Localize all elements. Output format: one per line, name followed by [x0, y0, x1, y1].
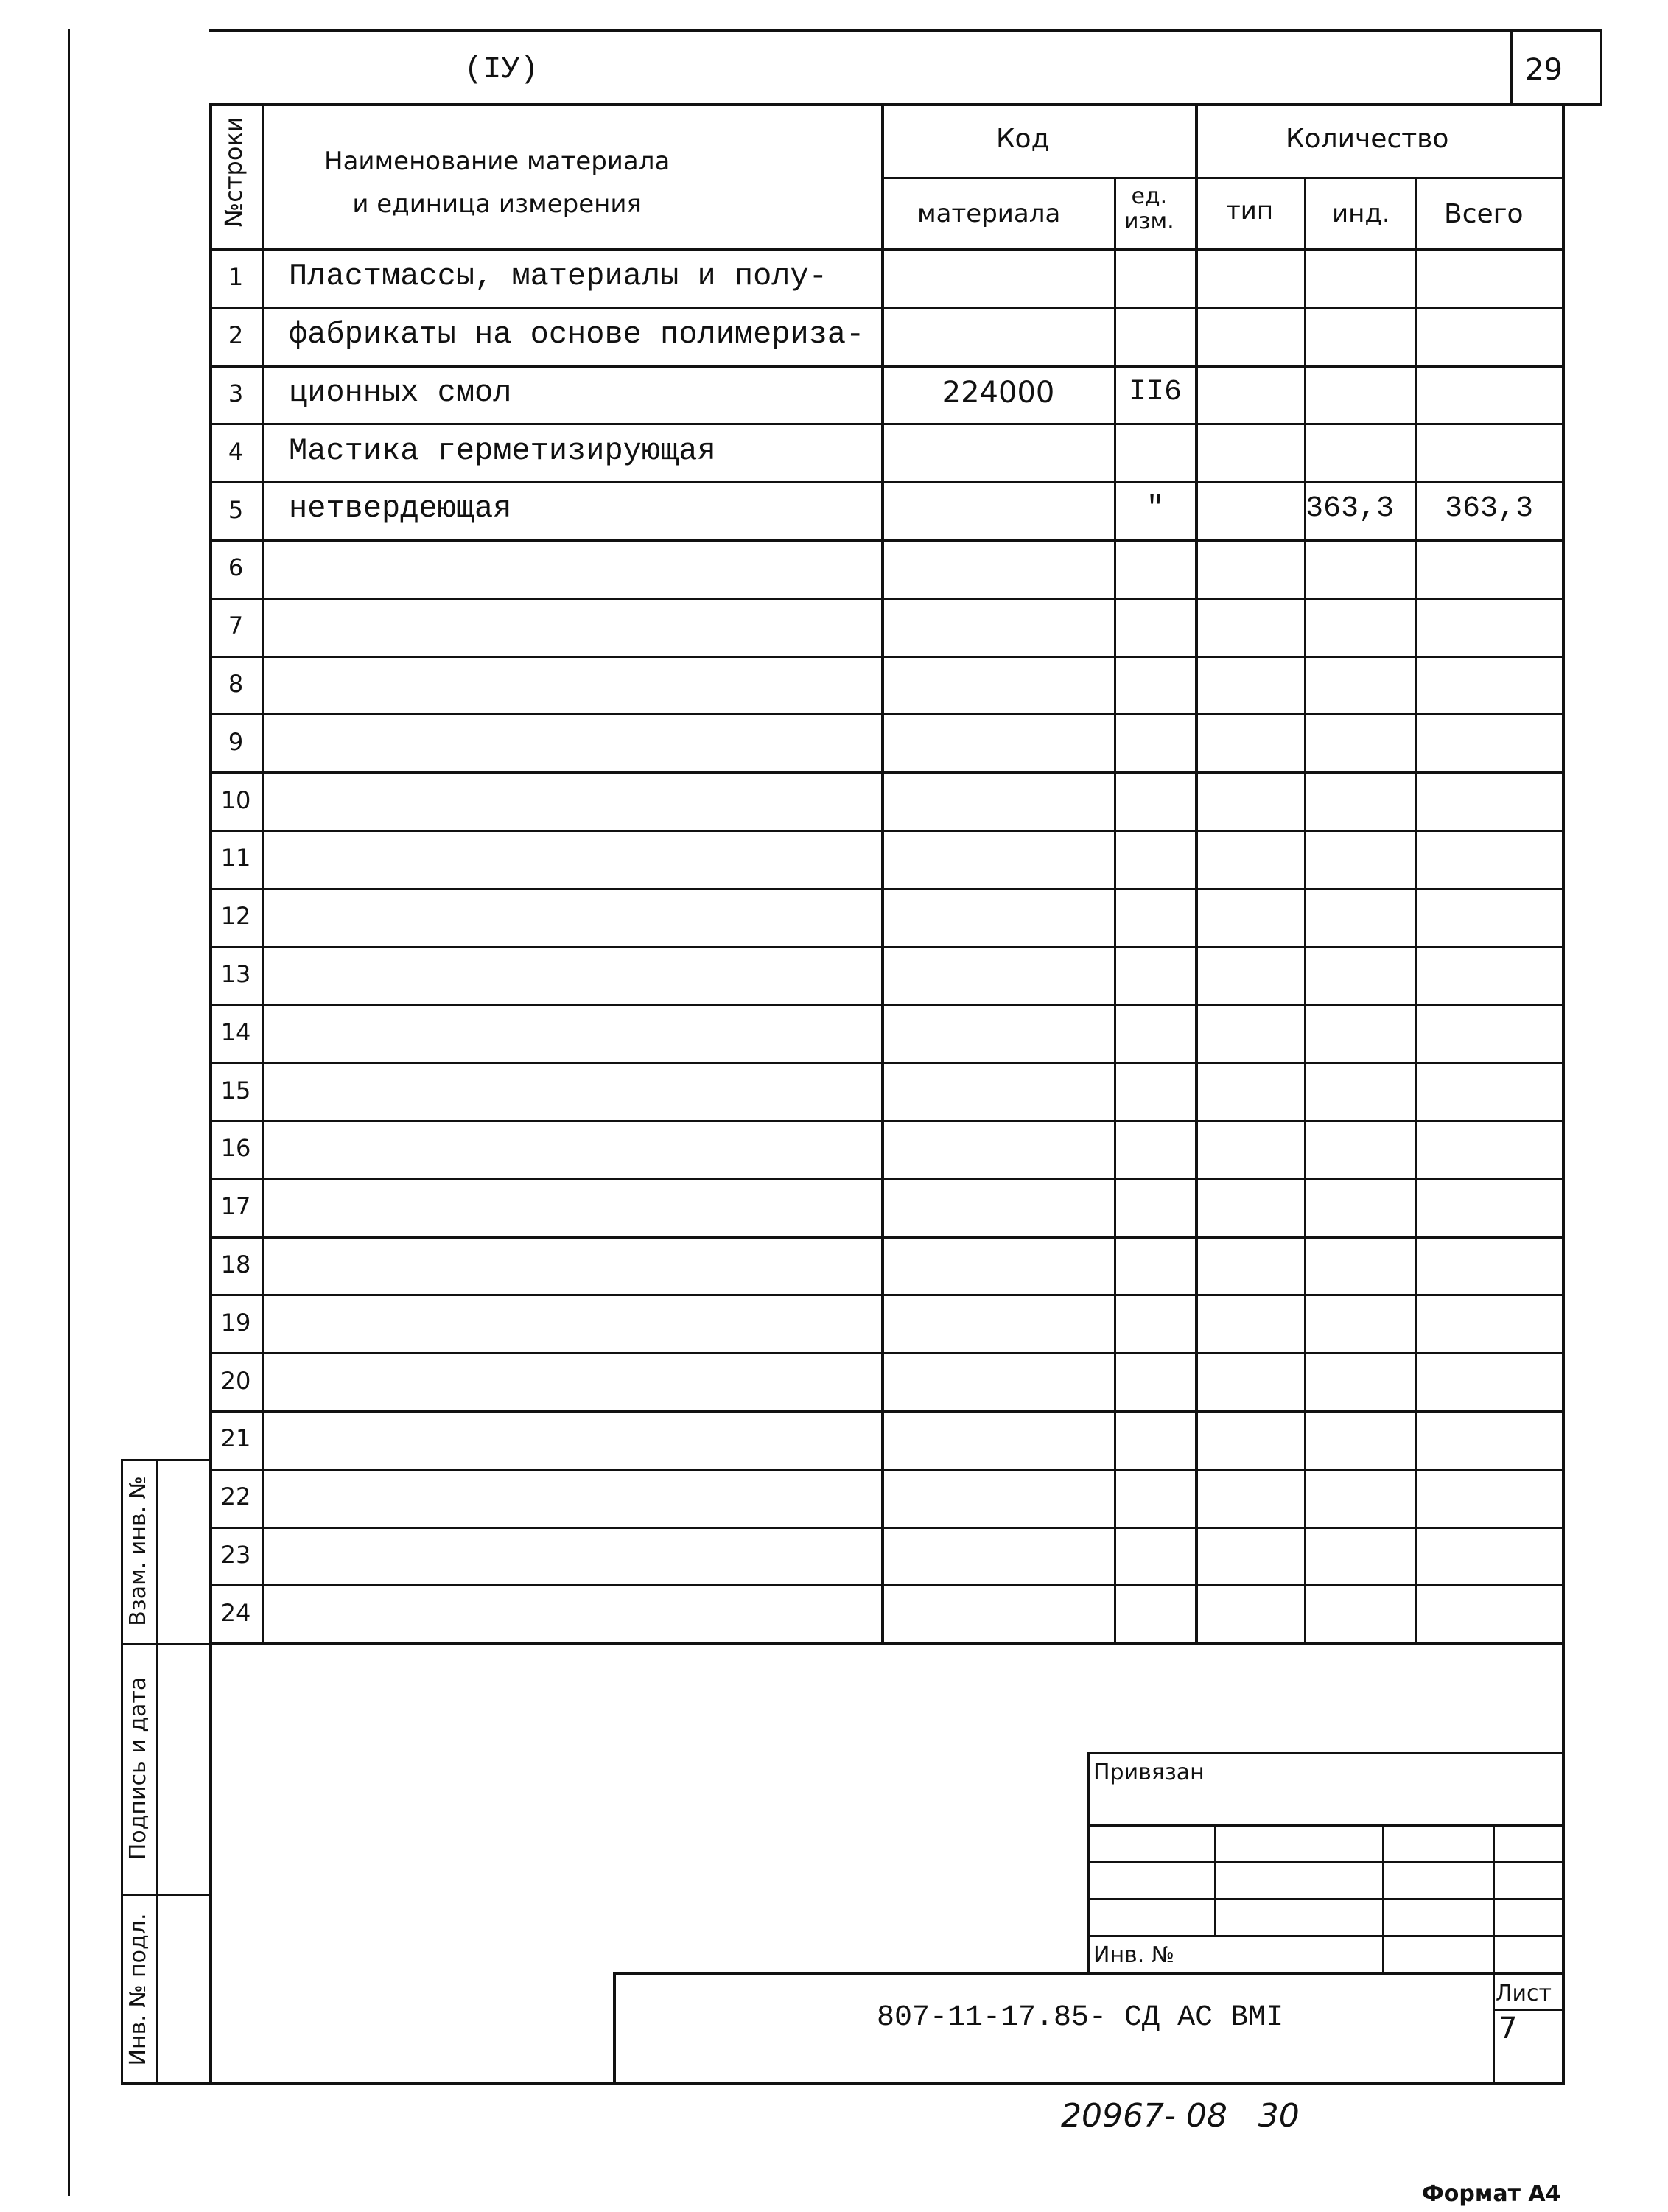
cell-n: 14	[220, 1018, 251, 1046]
tb-designation: 807-11-17.85- СД АС ВМI	[877, 2001, 1284, 2034]
cell-n: 17	[220, 1192, 251, 1220]
cell-n: 19	[220, 1309, 251, 1337]
row-divider	[209, 1527, 1562, 1529]
col-qty-type-header: тип	[1226, 196, 1274, 225]
tb-vline-3	[1493, 1824, 1495, 2084]
cell-n: 16	[220, 1134, 251, 1162]
table-bottom-line	[209, 1642, 1565, 1645]
side-stamp-inv-podl: Инв. № подл.	[125, 1913, 151, 2066]
side-stamp-vzam: Взам. инв. №	[125, 1476, 151, 1626]
cell-n: 22	[220, 1483, 251, 1511]
col-qty-total-header: Всего	[1444, 199, 1524, 229]
tb-inv-label: Инв. №	[1093, 1942, 1175, 1968]
cell-n: 18	[220, 1250, 251, 1278]
header-vline-6	[1415, 177, 1417, 1643]
row-divider	[209, 365, 1562, 368]
tb-privyazan-label: Привязан	[1093, 1760, 1205, 1785]
footer-stamp-number: 20967- 08 30	[1061, 2097, 1300, 2135]
tb-main-left	[613, 1972, 616, 2084]
frame-bottom-line	[209, 2082, 1565, 2085]
page-number-box-left	[1510, 29, 1513, 105]
header-hline-sub	[881, 177, 1562, 179]
cell-unit: II6	[1128, 376, 1182, 409]
tb-vline-2	[1382, 1824, 1384, 1972]
row-divider	[209, 713, 1562, 715]
header-hline-bottom	[209, 248, 1562, 251]
row-divider	[209, 307, 1562, 309]
col-code-material-header: материала	[917, 199, 1061, 228]
cell-n: 8	[228, 670, 244, 698]
col-name-header	[324, 140, 670, 225]
cell-n: 4	[228, 438, 244, 466]
tb-sheet-divider	[1493, 2009, 1565, 2011]
side-stamp-left-line	[121, 1459, 123, 2085]
cell-unit: "	[1146, 492, 1164, 525]
col-qty-header: Количество	[1286, 124, 1449, 154]
row-divider	[209, 539, 1562, 542]
cell-total: 363,3	[1444, 492, 1534, 525]
cell-n: 6	[228, 553, 244, 581]
cell-n: 3	[228, 379, 244, 407]
col-qty-ind-header: инд.	[1332, 199, 1390, 228]
row-divider	[209, 888, 1562, 890]
row-divider	[209, 1120, 1562, 1122]
row-divider	[209, 1004, 1562, 1006]
cell-name: Пластмассы, материалы и полу-	[289, 259, 827, 294]
table-top-line	[209, 103, 1602, 106]
row-divider	[209, 946, 1562, 948]
cell-n: 5	[228, 496, 244, 524]
cell-n: 7	[228, 612, 244, 640]
row-divider	[209, 423, 1562, 425]
col-row-no-header: №строки	[220, 116, 248, 227]
cell-name: фабрикаты на основе полимериза-	[289, 317, 865, 352]
row-divider	[209, 598, 1562, 600]
cell-n: 24	[220, 1599, 251, 1627]
row-divider	[209, 1062, 1562, 1064]
page-number: 29	[1525, 53, 1563, 87]
cell-n: 15	[220, 1077, 251, 1105]
cell-ind: 363,3	[1306, 492, 1395, 525]
cell-n: 9	[228, 728, 244, 756]
col-code-header: Код	[996, 124, 1050, 154]
cell-name: Мастика герметизирующая	[289, 433, 716, 469]
row-divider	[209, 656, 1562, 658]
row-divider	[209, 1236, 1562, 1239]
tb-sheet-label: Лист	[1496, 1981, 1552, 2006]
cell-name: нетвердеющая	[289, 491, 512, 526]
side-stamp-top-line	[121, 1459, 209, 1461]
row-divider	[209, 1294, 1562, 1296]
frame-right-inner-line	[1562, 103, 1565, 2085]
col-name-header-text: Наименование материала и единица измерения	[324, 147, 670, 219]
cell-n: 1	[228, 263, 244, 291]
row-divider	[209, 1469, 1562, 1471]
row-divider	[209, 1352, 1562, 1354]
tb-sheet-no: 7	[1499, 2012, 1518, 2045]
cell-n: 23	[220, 1541, 251, 1569]
side-stamp-divider-1	[121, 1643, 209, 1645]
left-margin-line	[68, 29, 70, 2196]
cell-n: 20	[220, 1367, 251, 1395]
row-divider	[209, 1410, 1562, 1413]
cell-n: 13	[220, 960, 251, 988]
cell-n: 10	[220, 786, 251, 814]
tb-vline-1	[1214, 1824, 1216, 1935]
tb-main-top	[613, 1972, 1565, 1975]
section-label: (IУ)	[464, 52, 539, 87]
header-vline-5	[1304, 177, 1306, 1643]
cell-n: 21	[220, 1424, 251, 1452]
cell-n: 2	[228, 321, 244, 349]
cell-code: 224000	[942, 376, 1055, 410]
tb-privyazan-top	[1087, 1752, 1565, 1754]
cell-n: 12	[220, 902, 251, 930]
row-divider	[209, 830, 1562, 832]
frame-top-line	[209, 29, 1602, 32]
col-code-unit-header: ед. изм.	[1124, 183, 1174, 234]
row-divider	[209, 1584, 1562, 1586]
frame-right-line	[1600, 29, 1602, 105]
cell-n: 11	[220, 844, 251, 872]
row-divider	[209, 481, 1562, 483]
cell-name: ционных смол	[289, 375, 512, 410]
footer-format: Формат А4	[1422, 2181, 1561, 2207]
side-stamp-inner-line	[156, 1459, 158, 2085]
row-divider	[209, 771, 1562, 774]
row-divider	[209, 1178, 1562, 1180]
side-stamp-podpis: Подпись и дата	[125, 1676, 151, 1861]
